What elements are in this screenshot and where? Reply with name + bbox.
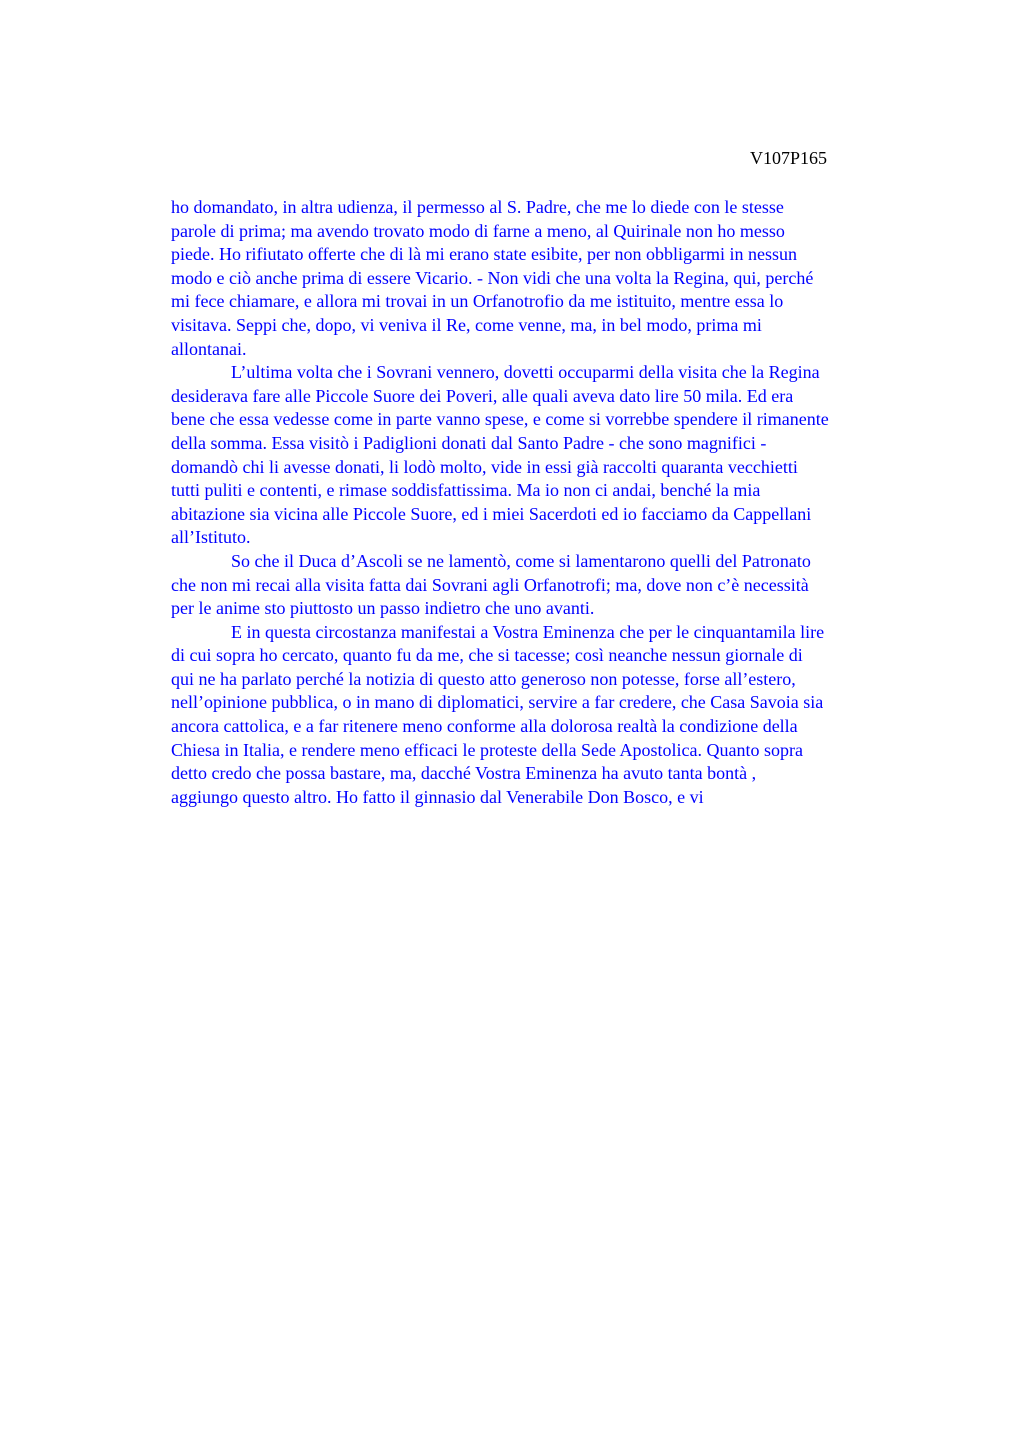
page-id-label: V107P165	[750, 148, 828, 168]
text-line: bene che essa vedesse come in parte vanno spese, e come si vorrebbe spendere il rimanente	[171, 409, 829, 430]
text-line: nell’opinione pubblica, o in mano di diplomatici, servire a far credere, che Casa Savoia sia	[171, 692, 824, 713]
text-line: So che il Duca d’Ascoli se ne lamentò, come si lamentarono quelli del Patronato	[231, 550, 811, 571]
text-line: per le anime sto piuttosto un passo indietro che uno avanti.	[171, 598, 595, 619]
text-line: Chiesa in Italia, e rendere meno efficaci le proteste della Sede Apostolica. Quanto sopra	[171, 739, 803, 760]
text-line: desiderava fare alle Piccole Suore dei Poveri, alle quali aveva dato lire 50 mila. Ed era	[171, 385, 794, 406]
text-line: qui ne ha parlato perché la notizia di questo atto generoso non potesse, forse all’estero,	[171, 668, 796, 689]
text-line: ho domandato, in altra udienza, il permesso al S. Padre, che me lo diede con le stesse	[171, 197, 784, 217]
text-line: di cui sopra ho cercato, quanto fu da me, che si tacesse; così neanche nessun giornale di	[171, 645, 803, 666]
text-line: mi fece chiamare, e allora mi trovai in un Orfanotrofio da me istituito, mentre essa lo	[171, 291, 784, 312]
text-line: domandò chi li avesse donati, li lodò molto, vide in essi già raccolti quaranta vecchietti	[171, 456, 798, 477]
text-line: allontanai.	[171, 338, 247, 359]
text-line: ancora cattolica, e a far ritenere meno conforme alla dolorosa realtà la condizione della	[171, 716, 798, 737]
text-line: piede. Ho rifiutato offerte che di là mi erano state esibite, per non obbligarmi in nessun	[171, 244, 797, 265]
text-line: abitazione sia vicina alle Piccole Suore, ed i miei Sacerdoti ed io facciamo da Cappellani	[171, 503, 812, 524]
text-line: della somma. Essa visitò i Padiglioni donati dal Santo Padre - che sono magnifici -	[171, 432, 767, 453]
text-line: che non mi recai alla visita fatta dai Sovrani agli Orfanotrofi; ma, dove non c’è necessità	[171, 574, 809, 595]
letter-body-text	[171, 196, 931, 809]
text-line: modo e ciò anche prima di essere Vicario. - Non vidi che una volta la Regina, qui, perché	[171, 267, 814, 288]
text-line: visitava. Seppi che, dopo, vi veniva il Re, come venne, ma, in bel modo, prima mi	[171, 314, 762, 335]
text-line: all’Istituto.	[171, 527, 251, 548]
text-line: L’ultima volta che i Sovrani vennero, dovetti occuparmi della visita che la Regina	[231, 362, 820, 383]
text-line: aggiungo questo altro. Ho fatto il ginnasio dal Venerabile Don Bosco, e vi	[171, 786, 704, 807]
text-line: tutti puliti e contenti, e rimase soddisfattissima. Ma io non ci andai, benché la mia	[171, 480, 761, 501]
text-line: parole di prima; ma avendo trovato modo di farne a meno, al Quirinale non ho messo	[171, 220, 785, 241]
text-line: detto credo che possa bastare, ma, dacché Vostra Eminenza ha avuto tanta bontà ,	[171, 763, 757, 784]
text-line: E in questa circostanza manifestai a Vostra Eminenza che per le cinquantamila lire	[231, 621, 825, 642]
